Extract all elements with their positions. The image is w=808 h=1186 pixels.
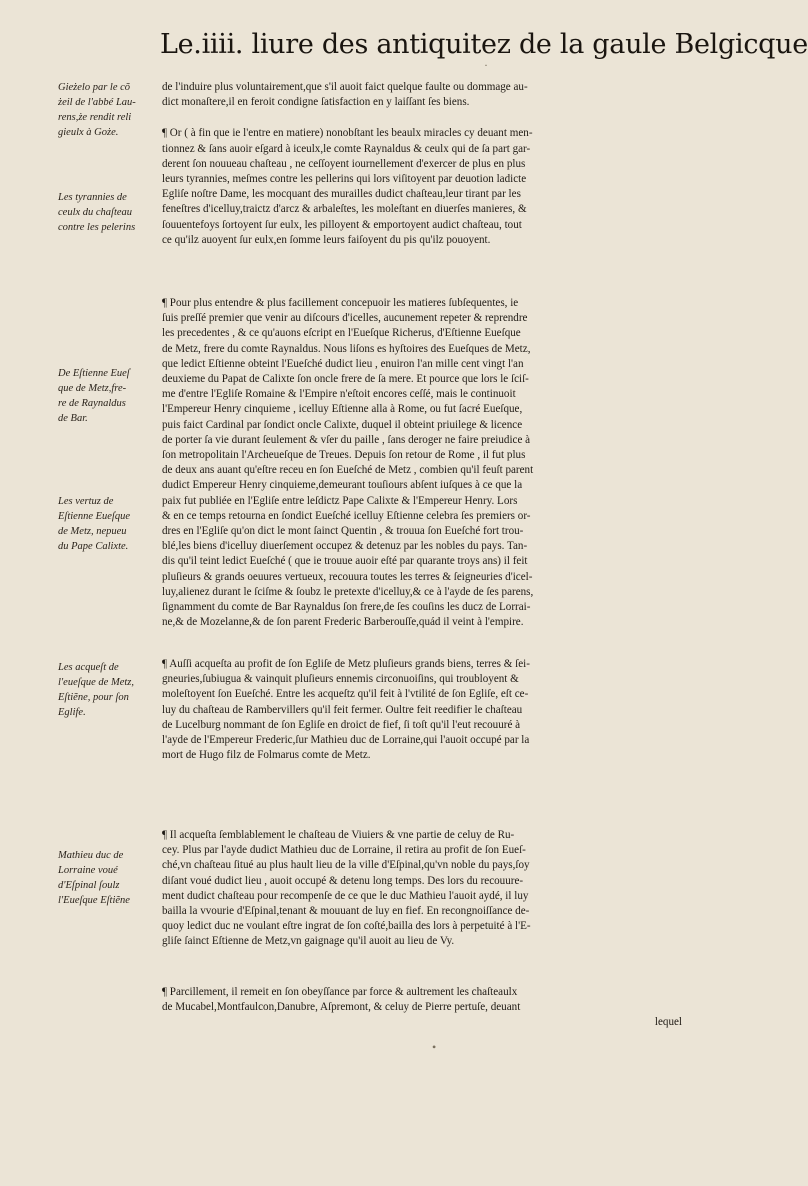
speck-mark: · (484, 58, 488, 72)
text-line: dict monaſtere,il en feroit condigne ſatisfaction en y laiſſant ſes biens. (162, 96, 470, 109)
margin-note-line: du Pape Calixte. (58, 541, 129, 552)
margin-note-line: que de Metz,fre- (58, 383, 127, 394)
text-line: de l'induire plus voluntairement,que s'il auoit faict quelque faulte ou dommage au- (162, 81, 528, 93)
margin-note-line: Eſtiẽne, pour ſon (58, 692, 129, 703)
text-line: ment dudict chaſteau pour recompenſe de ce que le duc Mathieu l'auoit aydé, il luy (162, 889, 529, 902)
text-line: ché,vn chaſteau ſitué au plus hault lieu de la ville d'Eſpinal,qu'vn noble du pays,ſoy (162, 859, 530, 872)
text-line: paix fut publiée en l'Egliſe entre leſdictz Pape Calixte & l'Empereur Henry. Lors (162, 494, 518, 507)
margin-note-estienne (58, 366, 158, 426)
text-line: ne,& de Mozelanne,& de ſon parent Frederic Barberouſſe,quád il veint à l'empire. (162, 616, 524, 629)
paragraph-1 (162, 80, 682, 248)
margin-note-line: re de Raynaldus (58, 398, 126, 409)
margin-note-vertuz (58, 494, 158, 554)
paragraph-3 (162, 657, 682, 763)
text-line: Egliſe noſtre Dame, les mocquant des murailles dudict chaſteau,leur tirant par les (162, 188, 521, 201)
margin-note-line: Les acqueſt de (58, 662, 119, 673)
margin-note-line: ceulx du chaſteau (58, 207, 133, 218)
text-line: ¶ Auſſi acqueſta au profit de ſon Egliſe de Metz pluſieurs grands biens, terres & ſei- (162, 658, 530, 670)
margin-note-line: gieulx à Goże. (58, 127, 119, 138)
text-line: de deux ans auant qu'eſtre receu en ſon Eueſché de Metz , combien qu'il feuſt parent (162, 464, 534, 477)
speck-mark: • (432, 1040, 437, 1054)
text-line: ſouuentefoys ſortoyent ſur eulx, les pilloyent & emportoyent audict chaſteau, tout (162, 218, 522, 231)
text-line: dres en l'Egliſe qu'on dict le mont ſainct Quentin , & trouua ſon Eueſché fort trou- (162, 525, 524, 538)
text-line: gneuries,ſubiugua & vainquit pluſieurs ennemis circonuoiſins, qui troubloyent & (162, 673, 519, 686)
text-line: me d'entre l'Egliſe Romaine & l'Empire n'eſtoit encores ceſſé, mais le continuoit (162, 388, 516, 401)
text-line: leurs tyrannies, meſmes contre les pellerins qui lors viſitoyent par deuotion ladicte (162, 173, 527, 186)
margin-note-line: żeil de l'abbé Lau- (58, 97, 136, 108)
margin-note-gievelo (58, 80, 158, 140)
text-line: quoy ledict duc ne voulant eſtre ingrat de ſon coſté,bailla des lors à perpetuité à l'E- (162, 920, 531, 933)
margin-note-line: De Eſtienne Eueſ (58, 368, 130, 379)
text-line: pluſieurs & grands oeuures vertueux, recouura toutes les terres & ſeigneuries d'icel- (162, 570, 533, 583)
text-line: & en ce temps retourna en ſondict Eueſché icelluy Eſtienne celebra ſes premiers or- (162, 509, 531, 522)
margin-note-line: Les vertuz de (58, 496, 114, 507)
margin-note-line: Gieżelo par le cõ (58, 82, 131, 93)
text-line: tionnez & ſans auoir eſgard à iceulx,le comte Raynaldus & ceulx qui de ſa part gar- (162, 142, 531, 155)
margin-note-mathieu (58, 848, 158, 908)
paragraph-5 (162, 985, 682, 1031)
text-line: cey. Plus par l'ayde dudict Mathieu duc de Lorraine, il retira au profit de ſon Eueſ- (162, 844, 526, 857)
text-line: dis qu'il teint ledict Eueſché ( que ie trouue auoir eſté par quarante troys ans) il feit (162, 555, 528, 568)
running-header: Le.iiii. liure des antiquitez de la gaule Belgicque (160, 29, 808, 60)
text-line: deuxieme du Papat de Calixte ſon oncle frere de ſa mere. Et pource que lors le ſciſ- (162, 373, 529, 386)
text-line: ¶ Parcillement, il remeit en ſon obeyſſance par force & aultrement les chaſteaulx (162, 986, 518, 998)
text-line: ſon metropolitain l'Archeueſque de Treues. Depuis ſon retour de Rome , il fut plus (162, 449, 526, 462)
paragraph-2 (162, 296, 682, 630)
text-line: de Metz, frere du comte Raynaldus. Nous liſons es hyſtoires des Eueſques de Metz, (162, 342, 531, 355)
margin-note-line: d'Eſpinal ſoulz (58, 880, 120, 891)
text-line: les precedentes , & ce qu'auons eſcript en l'Eueſque Richerus, d'Eſtienne Eueſque (162, 327, 521, 340)
text-line: feneſtres d'icelluy,traictz d'arcz & arbaleſtes, les moleſtant en diuerſes manieres, & (162, 203, 527, 216)
text-line: ¶ Or ( à fin que ie l'entre en matiere) nonobſtant les beaulx miracles cy deuant men- (162, 127, 533, 140)
text-line: puis faict Cardinal par ſondict oncle Calixte, duquel il obteint priuilege & licence (162, 418, 523, 431)
catchword: lequel (654, 1016, 682, 1029)
margin-note-line: l'eueſque de Metz, (58, 677, 135, 688)
margin-note-line: contre les pelerins (58, 222, 136, 233)
text-line: gliſe ſainct Eſtienne de Metz,vn gaignage qu'il auoit au lieu de Vy. (162, 935, 455, 948)
text-line: de Lucelburg nommant de ſon Egliſe en droict de fief, ſi toſt qu'il l'eut recouuré à (162, 718, 521, 731)
text-line: ſignamment du comte de Bar Raynaldus ſon frere,de ſes couſins les ducz de Lorrai- (162, 601, 531, 614)
text-line: bailla la vvourie d'Eſpinal,tenant & mouuant de luy en fief. En recongnoiſſance de- (162, 905, 530, 918)
text-line: luy du chaſteau de Rambervillers qu'il feit fermer. Oultre feit reedifier le chaſteau (162, 703, 523, 716)
text-line: de porter ſa vie durant ſeulement & vſer du paille , ſans deroger ne faire preiudice à (162, 433, 531, 446)
text-line: l'ayde de l'Empereur Frederic,ſur Mathieu duc de Lorraine,qui l'auoit occupé par la (162, 734, 530, 747)
text-line: moleſtoyent ſon Eueſché. Entre les acqueſtz qu'il feit à l'vtilité de ſon Egliſe, eſt ce- (162, 688, 529, 701)
margin-note-line: de Bar. (58, 413, 88, 424)
text-line: ¶ Pour plus entendre & plus facillement concepuoir les matieres ſubſequentes, ie (162, 297, 519, 309)
text-line: l'Empereur Henry cinquieme , icelluy Eſtienne alla à Rome, ou fut ſacré Eueſque, (162, 403, 523, 416)
margin-note-tyrannies (58, 190, 158, 235)
text-line: blé,les biens d'icelluy diuerſement occupez & detenuz par les nobles du pays. Tan- (162, 540, 528, 553)
text-line: ſuis preſſé premier que venir au diſcours d'icelles, aucunement repeter & reprendre (162, 312, 528, 325)
text-line: mort de Hugo filz de Folmarus comte de Metz. (162, 749, 371, 762)
text-line: de Mucabel,Montfaulcon,Danubre, Aſpremont, & celuy de Pierre pertuſe, deuant (162, 1001, 521, 1014)
text-line: luy,alienez durant le ſciſme & ſoubz le pretexte d'icelluy,& ce à l'ayde de ſes parens, (162, 585, 534, 598)
margin-note-line: l'Eueſque Eſtiẽne (58, 895, 130, 906)
margin-note-line: rens,że rendit reli (58, 112, 132, 123)
margin-note-line: Mathieu duc de (58, 850, 124, 861)
margin-note-line: Eſtienne Eueſque (58, 511, 131, 522)
margin-note-line: Les tyrannies de (58, 192, 127, 203)
text-line: ¶ Il acqueſta ſemblablement le chaſteau de Viuiers & vne partie de celuy de Ru- (162, 829, 515, 841)
margin-note-line: de Metz, nepueu (58, 526, 127, 537)
text-line: diſant voué dudict lieu , auoit occupé & detenu long temps. Des lors du recouure- (162, 874, 524, 887)
text-line: dudict Empereur Henry cinquieme,demeurant touſiours abſent iuſques à ce que la (162, 479, 523, 492)
margin-note-acquests (58, 660, 158, 720)
text-line: ce qu'ilz auoyent ſur eulx,en ſomme leurs faiſoyent du pis qu'ilz pouoyent. (162, 233, 491, 246)
paragraph-4 (162, 828, 682, 950)
text-line: derent ſon nouueau chaſteau , ne ceſſoyent iournellement d'exercer de plus en plus (162, 157, 526, 170)
text-line: que ledict Eſtienne obteint l'Eueſché dudict lieu , enuiron l'an mille cent vingt l'an (162, 357, 524, 370)
margin-note-line: Eglife. (58, 707, 86, 718)
margin-note-line: Lorraine voué (58, 865, 118, 876)
